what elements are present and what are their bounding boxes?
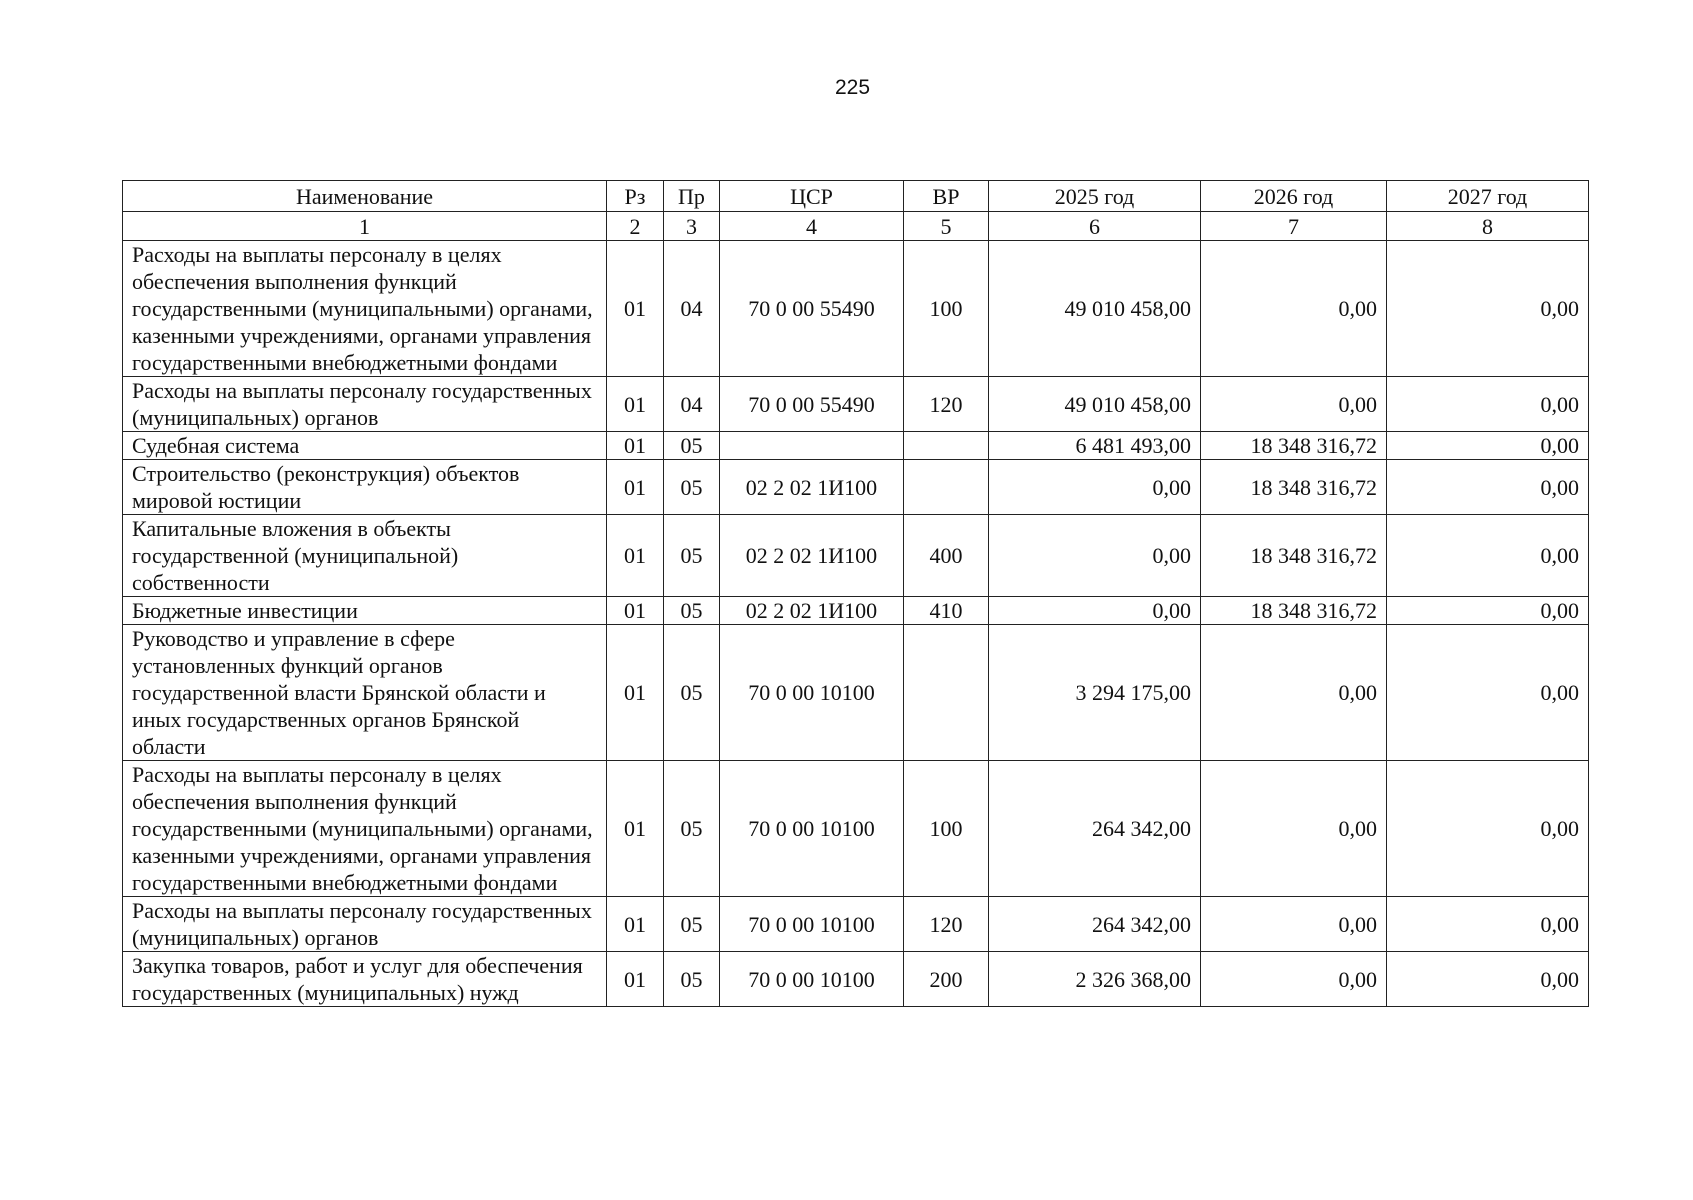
page-number: 225 bbox=[834, 76, 871, 99]
header-name: Наименование bbox=[123, 181, 607, 212]
cell-vr: 200 bbox=[904, 952, 989, 1007]
header-pr: Пр bbox=[664, 181, 720, 212]
cell-pr: 05 bbox=[664, 460, 720, 515]
header-2025: 2025 год bbox=[989, 181, 1201, 212]
cell-rz: 01 bbox=[607, 432, 664, 460]
cell-2026: 18 348 316,72 bbox=[1201, 432, 1387, 460]
cell-vr bbox=[904, 460, 989, 515]
cell-pr: 04 bbox=[664, 241, 720, 377]
table-row bbox=[123, 432, 1589, 460]
cell-2025: 3 294 175,00 bbox=[989, 625, 1201, 761]
cell-2027: 0,00 bbox=[1387, 597, 1589, 625]
cell-rz: 01 bbox=[607, 515, 664, 597]
cell-2026: 0,00 bbox=[1201, 897, 1387, 952]
cell-pr: 05 bbox=[664, 432, 720, 460]
cell-csr: 70 0 00 10100 bbox=[720, 761, 904, 897]
cell-rz: 01 bbox=[607, 897, 664, 952]
cell-name: Капитальные вложения в объекты государственной (муниципальной) собственности bbox=[123, 515, 607, 597]
cell-name: Расходы на выплаты персоналу государственных (муниципальных) органов bbox=[123, 897, 607, 952]
cell-2027: 0,00 bbox=[1387, 761, 1589, 897]
table-row bbox=[123, 460, 1589, 515]
cell-2025: 0,00 bbox=[989, 460, 1201, 515]
column-number: 2 bbox=[607, 212, 664, 241]
cell-2026: 18 348 316,72 bbox=[1201, 460, 1387, 515]
cell-2026: 0,00 bbox=[1201, 761, 1387, 897]
header-row bbox=[123, 181, 1589, 212]
cell-vr: 100 bbox=[904, 241, 989, 377]
column-number: 7 bbox=[1201, 212, 1387, 241]
cell-2027: 0,00 bbox=[1387, 432, 1589, 460]
table-row bbox=[123, 515, 1589, 597]
cell-rz: 01 bbox=[607, 952, 664, 1007]
table-row bbox=[123, 597, 1589, 625]
column-number: 3 bbox=[664, 212, 720, 241]
cell-rz: 01 bbox=[607, 241, 664, 377]
cell-2026: 18 348 316,72 bbox=[1201, 597, 1387, 625]
cell-csr: 70 0 00 55490 bbox=[720, 241, 904, 377]
cell-csr: 02 2 02 1И100 bbox=[720, 460, 904, 515]
cell-name: Закупка товаров, работ и услуг для обеспечения государственных (муниципальных) нужд bbox=[123, 952, 607, 1007]
cell-pr: 05 bbox=[664, 897, 720, 952]
cell-pr: 05 bbox=[664, 761, 720, 897]
cell-vr bbox=[904, 432, 989, 460]
cell-2027: 0,00 bbox=[1387, 515, 1589, 597]
cell-name: Строительство (реконструкция) объектов мировой юстиции bbox=[123, 460, 607, 515]
cell-name: Расходы на выплаты персоналу в целях обеспечения выполнения функций государственными (муниципальными) органами, казенными учреждениями, органами управления государственными внебюджетными фондами bbox=[123, 761, 607, 897]
cell-rz: 01 bbox=[607, 377, 664, 432]
cell-vr: 100 bbox=[904, 761, 989, 897]
cell-2026: 0,00 bbox=[1201, 625, 1387, 761]
cell-name: Расходы на выплаты персоналу государственных (муниципальных) органов bbox=[123, 377, 607, 432]
header-rz: Рз bbox=[607, 181, 664, 212]
cell-2026: 0,00 bbox=[1201, 952, 1387, 1007]
column-number: 4 bbox=[720, 212, 904, 241]
cell-2027: 0,00 bbox=[1387, 241, 1589, 377]
column-number: 1 bbox=[123, 212, 607, 241]
cell-2027: 0,00 bbox=[1387, 897, 1589, 952]
column-number: 5 bbox=[904, 212, 989, 241]
cell-2026: 0,00 bbox=[1201, 377, 1387, 432]
cell-csr bbox=[720, 432, 904, 460]
cell-csr: 70 0 00 55490 bbox=[720, 377, 904, 432]
cell-2027: 0,00 bbox=[1387, 625, 1589, 761]
cell-2025: 0,00 bbox=[989, 515, 1201, 597]
cell-2025: 2 326 368,00 bbox=[989, 952, 1201, 1007]
cell-vr: 400 bbox=[904, 515, 989, 597]
table-row bbox=[123, 625, 1589, 761]
header-csr: ЦСР bbox=[720, 181, 904, 212]
header-2026: 2026 год bbox=[1201, 181, 1387, 212]
cell-rz: 01 bbox=[607, 625, 664, 761]
cell-csr: 02 2 02 1И100 bbox=[720, 597, 904, 625]
cell-2025: 49 010 458,00 bbox=[989, 241, 1201, 377]
cell-2025: 49 010 458,00 bbox=[989, 377, 1201, 432]
cell-2025: 264 342,00 bbox=[989, 761, 1201, 897]
header-vr: ВР bbox=[904, 181, 989, 212]
cell-2025: 0,00 bbox=[989, 597, 1201, 625]
cell-csr: 70 0 00 10100 bbox=[720, 625, 904, 761]
table-row bbox=[123, 377, 1589, 432]
cell-rz: 01 bbox=[607, 761, 664, 897]
table-row bbox=[123, 241, 1589, 377]
budget-table bbox=[122, 180, 1589, 1007]
cell-2026: 0,00 bbox=[1201, 241, 1387, 377]
cell-2025: 6 481 493,00 bbox=[989, 432, 1201, 460]
cell-vr: 120 bbox=[904, 377, 989, 432]
table-row bbox=[123, 952, 1589, 1007]
cell-csr: 70 0 00 10100 bbox=[720, 952, 904, 1007]
header-2027: 2027 год bbox=[1387, 181, 1589, 212]
cell-pr: 05 bbox=[664, 625, 720, 761]
cell-vr: 120 bbox=[904, 897, 989, 952]
cell-name: Судебная система bbox=[123, 432, 607, 460]
cell-vr bbox=[904, 625, 989, 761]
cell-name: Руководство и управление в сфере установленных функций органов государственной власти Брянской области и иных государственных органов Брянской области bbox=[123, 625, 607, 761]
table-row bbox=[123, 761, 1589, 897]
cell-2027: 0,00 bbox=[1387, 460, 1589, 515]
cell-rz: 01 bbox=[607, 597, 664, 625]
cell-rz: 01 bbox=[607, 460, 664, 515]
cell-2025: 264 342,00 bbox=[989, 897, 1201, 952]
cell-name: Бюджетные инвестиции bbox=[123, 597, 607, 625]
cell-vr: 410 bbox=[904, 597, 989, 625]
cell-pr: 05 bbox=[664, 515, 720, 597]
column-number: 6 bbox=[989, 212, 1201, 241]
column-number: 8 bbox=[1387, 212, 1589, 241]
cell-pr: 05 bbox=[664, 597, 720, 625]
cell-name: Расходы на выплаты персоналу в целях обеспечения выполнения функций государственными (муниципальными) органами, казенными учреждениями, органами управления государственными внебюджетными фондами bbox=[123, 241, 607, 377]
cell-2027: 0,00 bbox=[1387, 377, 1589, 432]
cell-2027: 0,00 bbox=[1387, 952, 1589, 1007]
cell-pr: 04 bbox=[664, 377, 720, 432]
cell-csr: 02 2 02 1И100 bbox=[720, 515, 904, 597]
cell-2026: 18 348 316,72 bbox=[1201, 515, 1387, 597]
table-row bbox=[123, 897, 1589, 952]
cell-csr: 70 0 00 10100 bbox=[720, 897, 904, 952]
column-number-row bbox=[123, 212, 1589, 241]
cell-pr: 05 bbox=[664, 952, 720, 1007]
